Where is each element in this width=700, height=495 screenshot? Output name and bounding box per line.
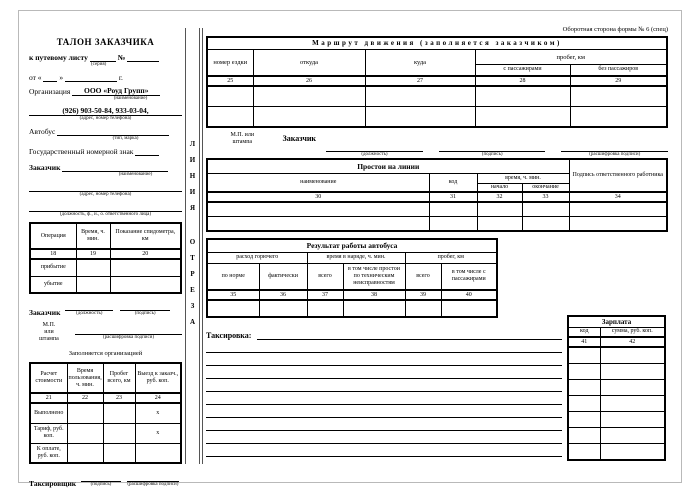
decipher-blank: [75, 326, 182, 335]
group-duty-time: время в наряде, ч. мин.: [307, 252, 405, 263]
col-number: 19: [76, 249, 110, 259]
col-mileage-group: пробег, км: [475, 50, 667, 65]
spine-letter: И: [189, 188, 196, 196]
date-month-blank: [65, 72, 117, 82]
taxman-signature-blank: [81, 472, 121, 482]
col-actual: фактически: [259, 263, 307, 290]
empty-cell: [67, 443, 103, 463]
customer-sign-label: Заказчик: [29, 308, 61, 317]
empty-cell: [365, 106, 475, 127]
taxman-signature-field: [81, 472, 121, 488]
taxing-blank-line: [206, 418, 562, 431]
customer-blank: [62, 162, 168, 172]
series-caption: (серия): [91, 62, 107, 67]
col-from: откуда: [253, 50, 365, 76]
empty-cell: [600, 443, 665, 460]
col-by-norm: по норме: [207, 263, 259, 290]
position-field: [326, 134, 423, 158]
signature-field: [439, 134, 546, 158]
empty-cell: [600, 427, 665, 443]
col-number: 42: [600, 337, 665, 347]
operations-table: [29, 222, 182, 294]
row-tariff-label: Тариф, руб. коп.: [30, 423, 67, 443]
col-number: 35: [207, 290, 259, 300]
cost-table: [29, 362, 182, 464]
empty-cell: [600, 347, 665, 364]
col-number: 32: [477, 192, 522, 202]
taxing-blank-line: [206, 340, 562, 353]
col-number: 38: [343, 290, 405, 300]
col-code: код: [568, 328, 600, 337]
row-done-label: Выполнено: [30, 403, 67, 423]
stub-title: ТАЛОН ЗАКАЗЧИКА: [56, 37, 155, 47]
date-prefix: от «: [29, 73, 42, 82]
stamp-label: [29, 322, 69, 343]
customer-label: Заказчик: [29, 163, 61, 172]
empty-cell: [600, 379, 665, 395]
empty-cell: [569, 216, 667, 231]
col-without-passengers: без пассажиров: [570, 65, 667, 76]
empty-cell: [568, 379, 600, 395]
col-operation: Операция: [30, 223, 76, 249]
form-note: Оборотная сторона формы № 6 (спец): [562, 26, 668, 33]
empty-cell: [253, 86, 365, 107]
signature-caption: (подпись): [481, 151, 503, 157]
taxman-decipher-blank: [127, 472, 179, 482]
col-number: 40: [441, 290, 497, 300]
empty-cell: [135, 443, 181, 463]
position-caption: (должность): [76, 311, 103, 316]
signature-blank: [439, 142, 546, 152]
bus-blank: [57, 126, 169, 136]
spine-letter: И: [189, 156, 196, 164]
col-trip-no: номер ездки: [207, 50, 253, 76]
spine-letter: О: [189, 238, 196, 246]
empty-cell: [475, 106, 570, 127]
waybill-number-blank: [90, 52, 116, 62]
col-cost: Расчет стоимости: [30, 363, 67, 393]
main-stamp-label: [220, 132, 265, 146]
stamp-line3: штампа: [39, 336, 59, 342]
col-incl-tech-idle: в том числе простои по техническим неисправностям: [343, 263, 405, 290]
empty-cell: [307, 300, 343, 317]
empty-cell: [600, 395, 665, 411]
col-number: 21: [30, 393, 67, 403]
col-name: наименование: [207, 173, 429, 192]
spine-letter: Р: [190, 270, 195, 278]
spine-letter: Н: [189, 172, 196, 180]
spine-letter: А: [189, 318, 196, 326]
col-number: 27: [365, 76, 475, 86]
taxman-signature-caption: (подпись): [90, 482, 112, 487]
empty-cell: [207, 300, 259, 317]
empty-cell: [522, 216, 569, 231]
result-table: [206, 238, 498, 319]
signature-caption: (подпись): [134, 311, 156, 316]
decipher-blank: [561, 142, 668, 152]
col-usage-time: Время пользования, ч. мин.: [67, 363, 103, 393]
empty-cell: [405, 300, 441, 317]
organization-line: [29, 86, 182, 96]
organization-caption: (наименование): [113, 96, 148, 101]
empty-cell: [568, 395, 600, 411]
decipher-field: [561, 134, 668, 158]
spine-letter: Л: [189, 140, 196, 148]
state-plate-label: Государственный номерной знак: [29, 147, 134, 156]
customer-coupon-stub: [29, 38, 182, 488]
empty-cell: [477, 216, 522, 231]
taxman-decipher-field: [127, 472, 179, 488]
col-incl-passengers: в том числе с пассажирами: [441, 263, 497, 290]
row-departure-label: убытие: [30, 276, 76, 293]
bus-line: [29, 126, 182, 136]
taxman-line: [29, 472, 182, 488]
position-field: [65, 301, 113, 317]
col-total-mileage: всего: [405, 263, 441, 290]
spine-letter: Я: [189, 204, 196, 212]
cut-line-spine: [185, 28, 200, 464]
spine-letter: Т: [190, 254, 195, 262]
col-total-time: всего: [307, 263, 343, 290]
empty-cell: [76, 259, 110, 276]
col-sum: сумма, руб. коп.: [600, 328, 665, 337]
empty-cell: [207, 202, 429, 217]
spine-letter: Е: [190, 286, 195, 294]
empty-cell: [522, 202, 569, 217]
col-number: 37: [307, 290, 343, 300]
empty-cell: [477, 202, 522, 217]
number-sign: №: [117, 53, 126, 62]
idle-table-title: Простои на линии: [207, 159, 569, 174]
taxing-blank-line: [206, 379, 562, 392]
waybill-line: [29, 52, 182, 62]
col-number: 39: [405, 290, 441, 300]
empty-cell: [568, 443, 600, 460]
phones-caption: (адрес, номер телефона): [79, 116, 132, 121]
organization-label: Организация: [29, 87, 71, 96]
col-code: код: [429, 173, 477, 192]
customer-address-caption: (адрес, номер телефона): [79, 192, 132, 197]
group-fuel: расход горючего: [207, 252, 307, 263]
decipher-caption: (расшифровка подписи): [589, 151, 641, 157]
empty-cell: [365, 86, 475, 107]
col-number: 23: [103, 393, 135, 403]
empty-cell: [76, 276, 110, 293]
col-number: 24: [135, 393, 181, 403]
stamp-line2: или: [44, 329, 54, 335]
empty-cell: [568, 411, 600, 427]
empty-cell: [207, 86, 253, 107]
organization-value: ООО «Роуд Групп»: [72, 86, 160, 96]
empty-cell: [343, 300, 405, 317]
main-customer-line: [206, 131, 668, 157]
taxing-block: [206, 327, 562, 457]
empty-cell: [110, 259, 181, 276]
col-number: 26: [253, 76, 365, 86]
coupon-number-blank: [127, 52, 159, 62]
date-line: [29, 72, 182, 82]
position-blank: [326, 142, 423, 152]
taxing-blank-line: [206, 444, 562, 457]
org-section-title: Заполняется организацией: [68, 350, 143, 357]
cut-line-letters: [186, 136, 199, 330]
taxing-blank-line: [206, 366, 562, 379]
group-mileage: пробег, км: [405, 252, 497, 263]
col-number: 29: [570, 76, 667, 86]
col-number: 28: [475, 76, 570, 86]
col-number: 34: [569, 192, 667, 202]
spine-letter: З: [190, 302, 195, 310]
customer-person-caption: (должность, ф., и., о. ответственного лица): [59, 212, 152, 217]
empty-cell: [600, 363, 665, 379]
customer-name-caption: (наименование): [118, 172, 153, 177]
date-day-blank: [43, 72, 57, 82]
empty-cell: [67, 403, 103, 423]
state-plate-line: [29, 146, 182, 156]
route-table-title: Маршрут движения (заполняется заказчиком): [207, 37, 667, 50]
empty-cell: [67, 423, 103, 443]
customer-address-blank: [29, 182, 182, 192]
empty-cell: [441, 300, 497, 317]
empty-cell: [110, 276, 181, 293]
row-arrival-label: прибытие: [30, 259, 76, 276]
col-number: 41: [568, 337, 600, 347]
salary-table-title: Зарплата: [568, 316, 665, 328]
idle-table: [206, 158, 668, 232]
col-mileage: Пробег всего, км: [103, 363, 135, 393]
result-table-title: Результат работы автобуса: [207, 239, 497, 253]
stamp-line1: М.П.: [42, 322, 56, 328]
decipher-field: [75, 322, 182, 343]
waybill-label: к путевому листу: [29, 53, 88, 62]
customer-person-blank: [29, 202, 182, 212]
salary-table: [567, 315, 666, 461]
position-blank: [65, 301, 113, 311]
col-order: Выезд к заказч., руб. коп.: [135, 363, 181, 393]
empty-cell: [569, 202, 667, 217]
empty-cell: [207, 106, 253, 127]
col-responsible-signature: Подпись ответственного работника: [569, 159, 667, 192]
col-number: 25: [207, 76, 253, 86]
empty-cell: [259, 300, 307, 317]
stamp-block: [29, 322, 182, 343]
col-number: 36: [259, 290, 307, 300]
stamp-line2: штампа: [232, 138, 253, 145]
taxing-label: Таксировка:: [206, 331, 252, 340]
x-mark-cell: х: [135, 403, 181, 423]
col-number: 33: [522, 192, 569, 202]
col-number: 22: [67, 393, 103, 403]
empty-cell: [568, 427, 600, 443]
empty-cell: [103, 403, 135, 423]
spine-gap: [186, 216, 199, 234]
taxman-label: Таксировщик: [29, 479, 77, 488]
decipher-caption: (расшифровка подписи): [102, 335, 155, 340]
taxman-decipher-caption: (расшифровка подписи): [127, 482, 179, 487]
col-number: 30: [207, 192, 429, 202]
date-quote-close: »: [59, 73, 64, 82]
empty-cell: [570, 86, 667, 107]
col-to: куда: [365, 50, 475, 76]
empty-cell: [429, 202, 477, 217]
empty-cell: [103, 443, 135, 463]
col-start: начало: [477, 183, 522, 192]
year-suffix: г.: [118, 73, 123, 82]
empty-cell: [103, 423, 135, 443]
x-mark-cell: х: [135, 423, 181, 443]
taxing-blank-line: [206, 431, 562, 444]
taxing-blank-line: [257, 327, 562, 340]
taxing-blank-line: [206, 353, 562, 366]
signature-field: [120, 301, 170, 317]
empty-cell: [570, 106, 667, 127]
stamp-line1: М.П. или: [230, 131, 255, 138]
taxing-first-line: [206, 327, 562, 340]
col-time: Время, ч. мин.: [76, 223, 110, 249]
col-time-group: время, ч. мин.: [477, 173, 569, 183]
empty-cell: [253, 106, 365, 127]
signature-blank: [120, 301, 170, 311]
taxing-blank-line: [206, 405, 562, 418]
main-section: [206, 26, 668, 457]
empty-cell: [475, 86, 570, 107]
empty-cell: [429, 216, 477, 231]
bus-caption: (тип, марка): [112, 136, 139, 141]
customer-line: [29, 162, 182, 172]
position-caption: (должность): [361, 151, 388, 157]
bus-label: Автобус: [29, 127, 56, 136]
col-number: 18: [30, 249, 76, 259]
empty-cell: [568, 363, 600, 379]
route-table: [206, 36, 668, 128]
salary-block: [567, 315, 666, 461]
col-number: 31: [429, 192, 477, 202]
col-number: 20: [110, 249, 181, 259]
empty-cell: [568, 347, 600, 364]
col-with-passengers: с пассажирами: [475, 65, 570, 76]
main-customer-label: Заказчик: [282, 133, 317, 143]
col-end: окончание: [522, 183, 569, 192]
customer-signature-line: [29, 301, 182, 317]
phones-value: (926) 903-50-84, 933-03-04,: [29, 106, 182, 116]
taxing-blank-line: [206, 392, 562, 405]
col-odometer: Показание спидометра, км: [110, 223, 181, 249]
empty-cell: [600, 411, 665, 427]
empty-cell: [207, 216, 429, 231]
state-plate-blank: [135, 146, 159, 156]
row-payable-label: К оплате, руб. коп.: [30, 443, 67, 463]
